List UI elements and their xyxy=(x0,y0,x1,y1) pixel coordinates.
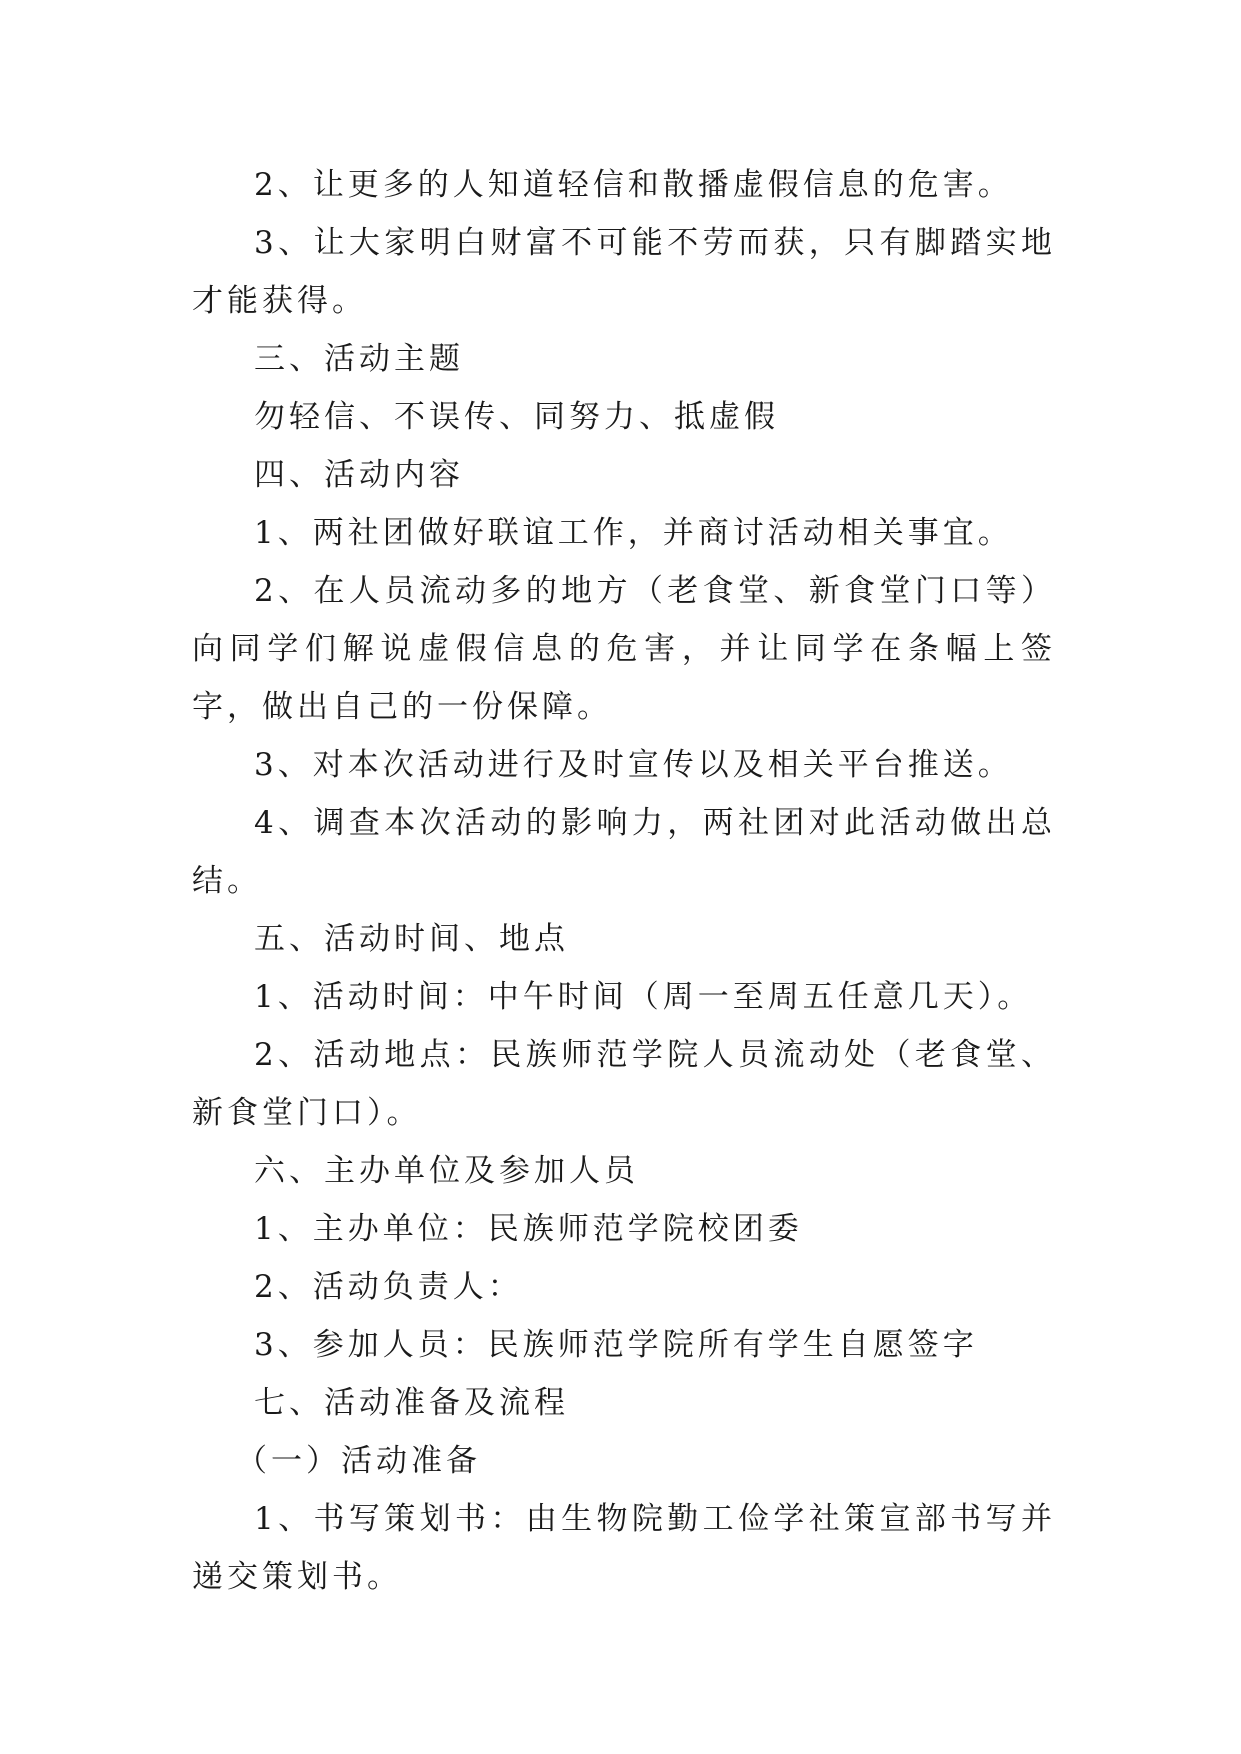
paragraph: 1、书写策划书：由生物院勤工俭学社策宣部书写并递交策划书。 xyxy=(192,1501,1056,1595)
section-heading: 七、活动准备及流程 xyxy=(254,1385,569,1421)
document-body xyxy=(192,156,1056,1606)
paragraph: 1、主办单位：民族师范学院校团委 xyxy=(254,1211,803,1247)
paragraph: 1、活动时间：中午时间（周一至周五任意几天）。 xyxy=(254,979,1033,1015)
paragraph: 2、活动负责人： xyxy=(254,1269,523,1305)
paragraph: 1、两社团做好联谊工作，并商讨活动相关事宜。 xyxy=(254,515,1013,551)
paragraph: 4、调查本次活动的影响力，两社团对此活动做出总结。 xyxy=(192,805,1056,899)
section-heading: 六、主办单位及参加人员 xyxy=(254,1153,639,1189)
paragraph: 勿轻信、不误传、同努力、抵虚假 xyxy=(254,399,779,435)
section-heading: 三、活动主题 xyxy=(254,341,464,377)
paragraph: 3、让大家明白财富不可能不劳而获，只有脚踏实地才能获得。 xyxy=(192,225,1056,319)
paragraph: 2、在人员流动多的地方（老食堂、新食堂门口等）向同学们解说虚假信息的危害，并让同学在条幅上签字，做出自己的一份保障。 xyxy=(192,573,1056,725)
section-heading: 五、活动时间、地点 xyxy=(254,921,569,957)
paragraph: 2、活动地点：民族师范学院人员流动处（老食堂、新食堂门口）。 xyxy=(192,1037,1056,1131)
subsection-heading: （一）活动准备 xyxy=(236,1443,481,1479)
paragraph: 3、参加人员：民族师范学院所有学生自愿签字 xyxy=(254,1327,978,1363)
paragraph: 2、让更多的人知道轻信和散播虚假信息的危害。 xyxy=(254,167,1013,203)
paragraph: 3、对本次活动进行及时宣传以及相关平台推送。 xyxy=(254,747,1013,783)
section-heading: 四、活动内容 xyxy=(254,457,464,493)
